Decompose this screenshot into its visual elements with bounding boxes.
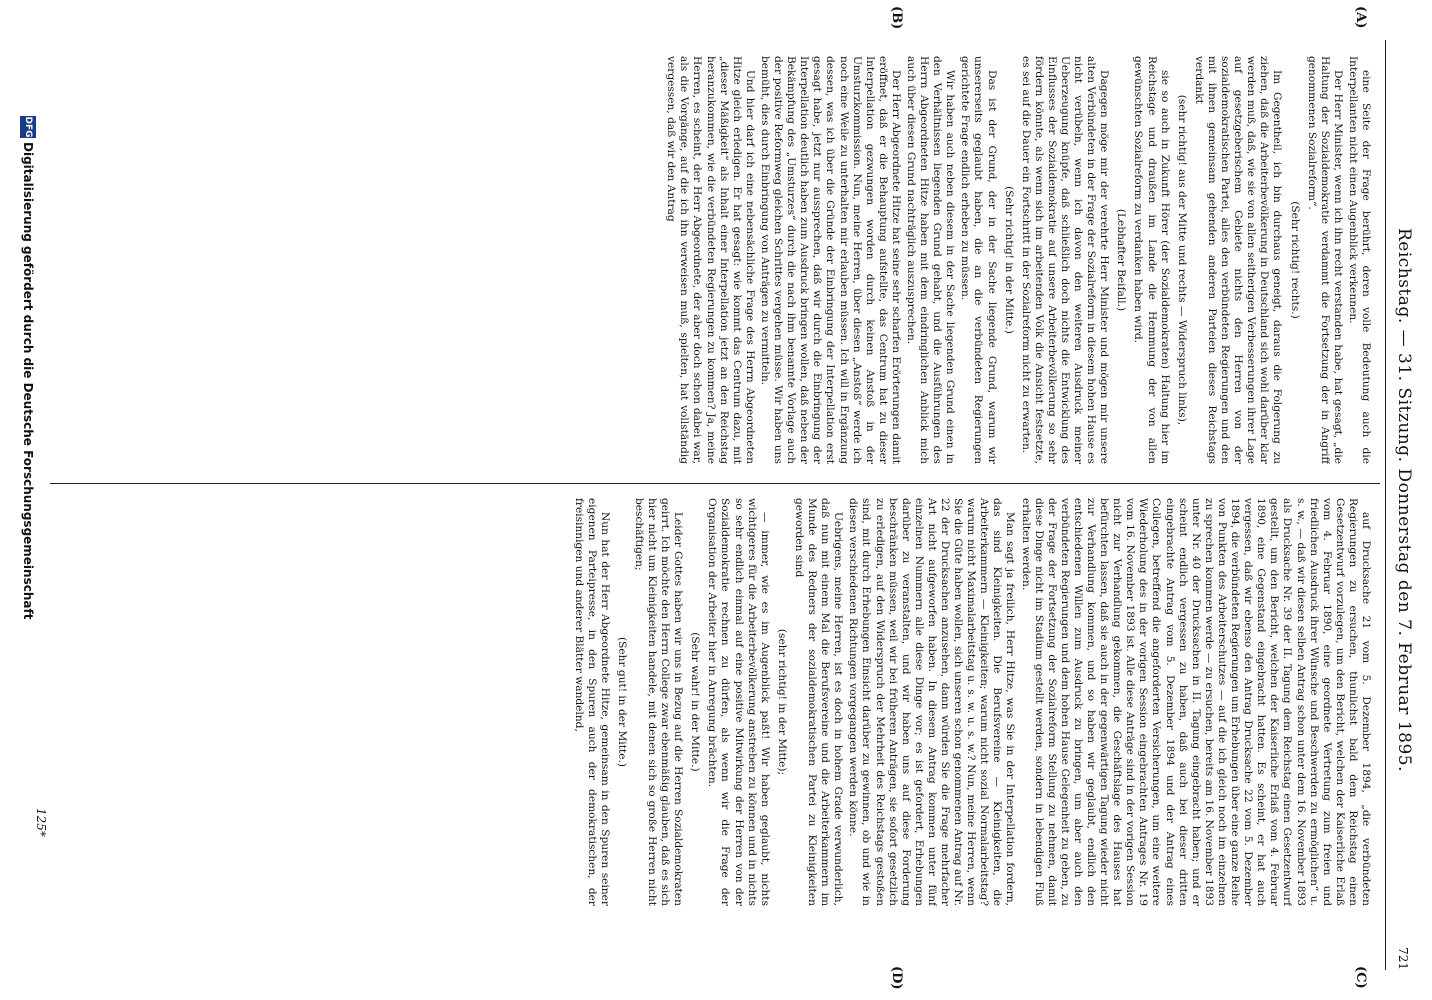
running-header: Reichstag. — 31. Sitzung. Donnerstag den 7. Februar 1895. [1394, 227, 1414, 772]
header-rule [1385, 40, 1386, 970]
paragraph: eine Seite der Frage berührt, deren volle Bedeutung auch die Interpellanten nicht einen Augenblick verkennen. [1346, 56, 1372, 464]
column-divider [50, 483, 1380, 484]
margin-marker-b: (B) [889, 6, 904, 30]
interjection: (Lebhafter Beifall.) [1115, 208, 1128, 312]
interjection: (Sehr richtig! rechts.) [1288, 201, 1301, 319]
paragraph: — immer, wie es im Augenblick paßt! Wir haben geglaubt, nichts wichtigeres für die Arbeiterbevölkerung anstreben zu können und in nichts so sehr endlich einmal auf eine positive Mitwirkung der Herren von der Sozialdemokratie rechnen zu dürfen, als wenn wir die Frage der Organisation der Arbeiter hier in Anregung brächten. [706, 498, 771, 906]
sheet-signature: 125* [34, 808, 48, 837]
paragraph: Leider Gottes haben wir uns in Bezug auf die Herren Sozialdemokraten geirrt. Ich möchte den Herrn College zwar ebenmäßig glauben, daß es sich hier nicht um Kleinigkeiten handele, mit denen sich so große Herren nicht beschäftigen; [632, 498, 685, 906]
paragraph: auf Drucksache 21 vom 5. Dezember 1894, „die verbündeten Regierungen zu ersuchen, thunlichst bald dem Reichstag einen Gesetzentwurf vorzulegen, um den Bericht, welchen der Kaiserliche Erlaß vom 4. Februar 1890, eine geordnete Vertretung zum freien und friedlichen Ausdruck ihrer Wünsche und Beschwerden zu ermöglichen“ u. s. w., — daß wir diesen selben Antrag schon unter dem 16. November 1893 als Drucksache Nr. 39 der II. Tagung dem Reichstag einen Gesetzentwurf gestellt, um den Bericht, welchen der Kaiserliche Erlaß vom 4. Februar 1890, eine Gegenstand eingebracht hatten. Es scheint, er hat auch vergessen, daß wir ebenso den Antrag Drucksache 22 vom 5. Dezember 1894, die verbündeten Regierungen um Erhebungen über eine ganze Reihe von Punkten des Arbeiterschutzes — auf die ich gleich noch im einzelnen zu sprechen kommen werde — zu ersuchen, bereits am 16. November 1893 unter Nr. 40 der Drucksachen in II. Tagung eingebracht haben; und er scheint endlich vergessen zu haben, daß auch bei dieser dritten eingebrachte Antrag vom 5. Dezember 1894 und der Antrag eines Collegen, betreffend die angeforderten Versicherungen, um eine weitere Wiederholung des in der vorigen Session eingebrachten Antrages Nr. 19 vom 16. November 1893 ist. Alle diese Anträge sind in der vorigen Session nicht zur Verhandlung gekommen, die Geschäftslage des Hauses hat befürchten lassen, daß sie auch in der gegenwärtigen Tagung wieder nicht zur Verhandlung kommen, und so haben wir geglaubt, endlich den entschiedenen Willen zum Ausdruck zu bringen, um aber auch den verbündeten Regierungen und dem hohen Hause Gelegenheit zu geben, zu der Frage der Fortsetzung der Sozialreform Stellung zu nehmen, damit diese Dinge nicht im Stadium gestellt werden, sondern in lebendigen Fluß erhalten werden. [1019, 498, 1372, 906]
margin-marker-a: (A) [1353, 6, 1368, 29]
left-text-column [72, 56, 1372, 464]
paragraph: Dagegen möge mir der verehrte Herr Minister und mögen mir unsere alten Verbündeten in der Frage der Sozialreform in diesem hohen Hause es nicht verübeln, wenn ich davon den weiteren Ausdruck meiner Ueberzeugung knüpfe, daß schließlich doch nichts die Entwicklung des Einflusses der Sozialdemokratie auf unsere Arbeiterbevölkerung so sehr fördern könnte, als wenn sich im arbeitenden Volk die Ansicht festsetzte, es sei auf die Dauer ein Fortschritt in der Sozialreform nicht zu erwarten. [1019, 56, 1111, 464]
interjection: (Sehr gut! in der Mitte.) [615, 637, 628, 767]
paragraph: Und hier darf ich eine nebensächliche Frage des Herrn Abgeordneten Hitze gleich erledigen. Er hat gesagt: wie kommt das Centrum dazu, mit „dieser Mäßigkeit“ als Inhalt einer Interpellation jetzt an den Reichstag heranzukommen, wie die verbündeten Regierungen zu kommen? Ja, meine Herren, es scheint, der Herr Abgeordnete, der aber doch schon dabei war, als die Vorgänge, auf die ich ihn verweisen muß, spielten, hat vollständig vergessen, daß wir den Antrag [665, 56, 756, 464]
paragraph: Das ist der Grund, der in der Sache liegende Grund, warum wir unsererseits geglaubt haben, die an die verbündeten Regierungen gerichtete Frage endlich erheben zu müssen. [959, 56, 998, 464]
margin-marker-c: (C) [1353, 966, 1368, 989]
paragraph: Der Herr Minister, wenn ich ihn recht verstanden habe, hat gesagt, „die Haltung der Sozialdemokratie verdammt die Fortsetzung der in Angriff genommenen Sozialreform“. [1305, 56, 1344, 464]
right-text-column [72, 498, 1372, 906]
page-number: 721 [1396, 947, 1410, 970]
paragraph: Der Herr Abgeordnete Hitze hat seine sehr scharfen Erörterungen damit eröffnet, daß er die Behauptung aufstellte, das Centrum hat zu dieser Interpellation gezwungen worden durch keinen Anstoß in der Umsturzkommission. Nun, meine Herren, über diesen „Anstoß“ werde ich noch eine Weile zu unterhalten mir erlauben müssen. Ich will in Ergänzung dessen, was ich über die Gründe der Einbringung der Interpellation erst gesagt habe, jetzt nur aussprechen, daß wir durch die Einbringung der Interpellation deutlich haben zum Ausdruck bringen wollen, daß neben der Bekämpfung des „Umsturzes“ durch die nach ihm benannte Vorlage auch der positive Reformweg gleichen Schrittes vergehen müsse. Wir haben uns bemüht, dies durch Einbringung von Anträgen zu vermitteln. [758, 56, 902, 464]
paragraph: Man sagt ja freilich, Herr Hitze, was Sie in der Interpellation fordern, das sind Kleinigkeiten. Die Berufsvereine — Kleinigkeiten, die Arbeiterkammern — Kleinigkeiten; warum nicht sozial Normalarbeitstag? warum nicht Maximalarbeitstag u. s. w. u. s. w.? Nun, meine Herren, wenn Sie die Güte haben wollen, sich unseren schon genommenen Antrag auf Nr. 22 der Drucksachen anzusehen, dann würden Sie die Frage mehrfacher Art nicht aufgeworfen haben. In diesem Antrag kommen unter fünf einzelnen Nummern alle diese Dinge vor; es ist gefordert, Erhebungen darüber zu veranstalten, und wir haben uns auf diese Forderung beschränken müssen, weil wir bei früheren Anträgen, sie sofort gesetzlich zu erledigen, auf den Widerspruch der Mehrheit des Reichstags gestoßen sind, mit durch Erhebungen Einsicht darüber zu gewinnen, ob und wie in diesen verschiedenen Richtungen vorgegangen werden könne. [847, 498, 1017, 906]
interjection: (sehr richtig! in der Mitte); [775, 628, 788, 776]
interjection: (Sehr wahr! in der Mitte.) [689, 632, 702, 772]
interjection: (sehr richtig! aus der Mitte und rechts — Widerspruch links), [1175, 94, 1188, 426]
dfg-logo: DFG [20, 116, 36, 138]
paragraph: Wir haben auch neben diesem in der Sache liegenden Grund einen in den Verhältnissen liegenden Grund gehabt, und die Ausführungen des Herrn Abgeordneten Hitze haben mit dem eindringlichen Anblick mich auch über diesen Grund nachträglich auszusprechen. [905, 56, 957, 464]
paragraph: Uebrigens, meine Herren, ist es doch in hohem Grade verwunderlich, daß nun mit einem Mal die Berufsvereine und die Arbeiterkammern im Munde des Redners der sozialdemokratischen Partei zu Kleinigkeiten geworden sind [792, 498, 845, 906]
digitization-credit: Digitalisierung gefördert durch die Deutsche Forschungsgemeinschaft [21, 142, 35, 620]
paragraph: Im Gegentheil, ich bin durchaus geneigt, daraus die Folgerung zu ziehen, daß die Arbeiterbevölkerung in Deutschland sich wohl darüber klar werden muß, daß, wie sie von allen seitherigen Verbesserungen ihrer Lage auf gesetzgeberischem Gebiete nichts den Herren von der sozialdemokratischen Partei, alles den verbündeten Regierungen und den mit ihnen gemeinsam gehenden anderen Parteien dieses Reichstags verdankt [1192, 56, 1284, 464]
interjection: (Sehr richtig! in der Mitte.) [1002, 186, 1015, 334]
margin-marker-d: (D) [889, 966, 904, 990]
paragraph: sie so auch in Zukunft Hörer (der Sozialdemokraten) Haltung hier im Reichstage und draußen im Lande die Hemmung der von allen gewünschten Sozialreform zu verdanken haben wird. [1132, 56, 1171, 464]
paragraph: Nun hat der Herr Abgeordnete Hitze, gemeinsam in den Spuren seiner eigenen Parteipresse, in den Spuren auch der demokratischen, der freisinnigen und anderer Blätter wandelnd, [572, 498, 611, 906]
